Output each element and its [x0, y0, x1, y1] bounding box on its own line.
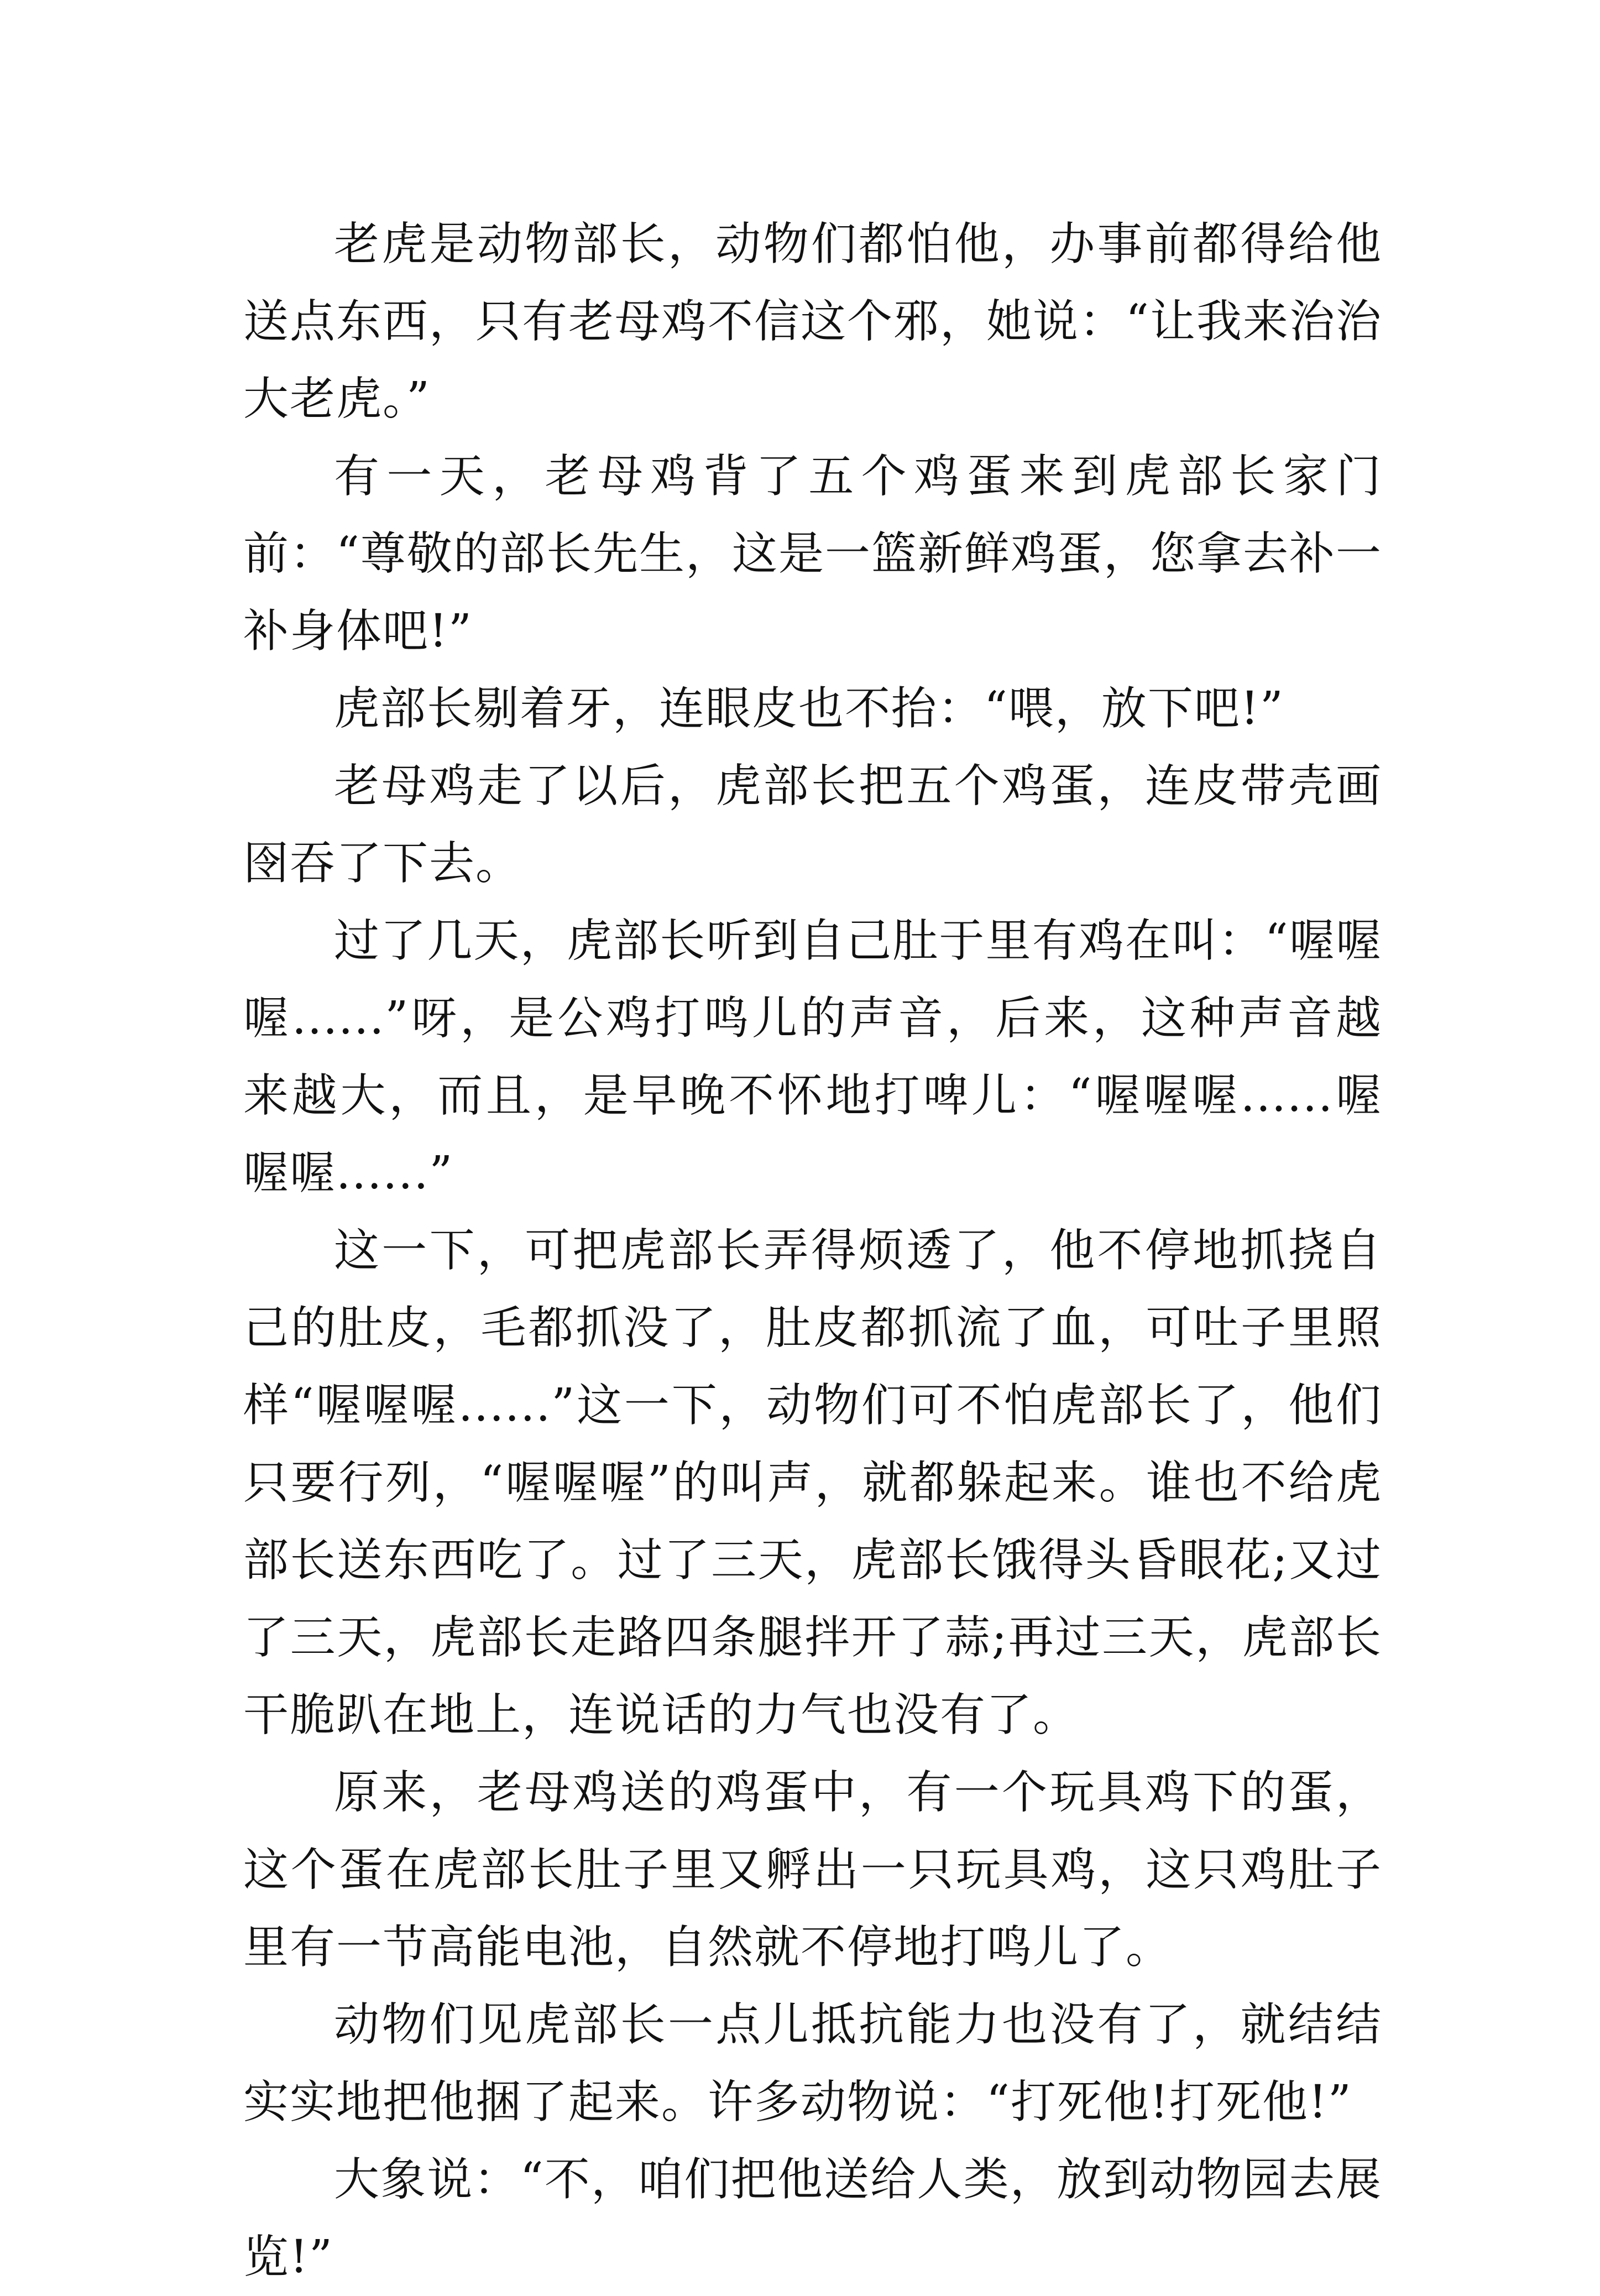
paragraph-2: 有一天，老母鸡背了五个鸡蛋来到虎部长家门前：“尊敬的部长先生，这是一篮新鲜鸡蛋，您拿去补一补身体吧!”	[243, 450, 1382, 658]
paragraph-6: 这一下，可把虎部长弄得烦透了，他不停地抓挠自己的肚皮，毛都抓没了，肚皮都抓流了血，可吐子里照样“喔喔喔......”这一下，动物们可不怕虎部长了，他们只要行列，“喔喔喔”的叫声，就都躲起来。谁也不给虎部长送东西吃了。过了三天，虎部长饿得头昏眼花;又过了三天，虎部长走路四条腿拌开了蒜;再过三天，虎部长干脆趴在地上，连说话的力气也没有了。	[243, 1224, 1382, 1741]
paragraph-8: 动物们见虎部长一点儿抵抗能力也没有了，就结结实实地把他捆了起来。许多动物说：“打死他!打死他!”	[243, 1998, 1382, 2128]
story-text	[243, 206, 1382, 2296]
paragraph-9: 大象说：“不，咱们把他送给人类，放到动物园去展览!”	[243, 2153, 1382, 2283]
paragraph-7: 原来，老母鸡送的鸡蛋中，有一个玩具鸡下的蛋，这个蛋在虎部长肚子里又孵出一只玩具鸡，这只鸡肚子里有一节高能电池，自然就不停地打鸣儿了。	[243, 1766, 1382, 1974]
paragraph-5: 过了几天，虎部长听到自己肚于里有鸡在叫：“喔喔喔......”呀，是公鸡打鸣儿的声音，后来，这种声音越来越大，而且，是早晚不怀地打啤儿：“喔喔喔......喔喔喔......”	[243, 915, 1382, 1199]
paragraph-3: 虎部长剔着牙，连眼皮也不抬：“喂，放下吧!”	[334, 682, 1284, 735]
paragraph-4: 老母鸡走了以后，虎部长把五个鸡蛋，连皮带壳画囹吞了下去。	[243, 760, 1382, 890]
paragraph-1: 老虎是动物部长，动物们都怕他，办事前都得给他送点东西，只有老母鸡不信这个邪，她说：“让我来治治大老虎。”	[243, 218, 1382, 425]
